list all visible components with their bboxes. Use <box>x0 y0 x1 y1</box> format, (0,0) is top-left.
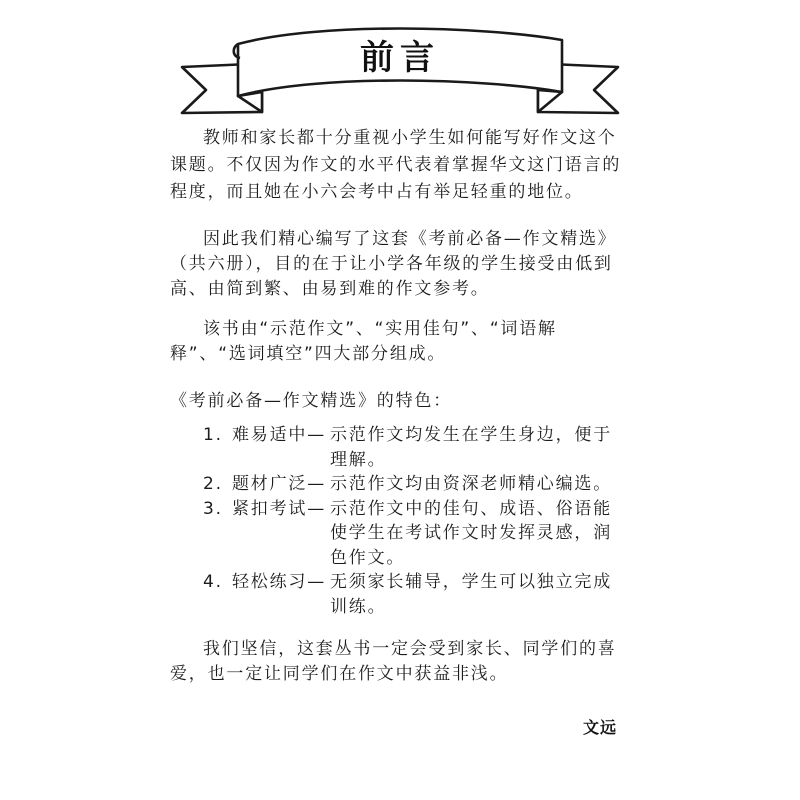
item-line: 示范作文中的佳句、成语、俗语能 <box>330 498 612 519</box>
paragraph-line: 该书由“示范作文”、“实用佳句”、“词语解 <box>203 319 557 339</box>
item-label: 轻松练习— <box>232 572 326 592</box>
paragraph-line: 课题。不仅因为作文的水平代表着掌握华文这门语言的 <box>170 155 622 175</box>
paragraph-purpose <box>170 227 625 302</box>
item-line: 色作文。 <box>330 547 406 568</box>
item-line: 使学生在考试作文时发挥灵感，润 <box>330 523 612 543</box>
features-heading-text: 《考前必备—作文精选》的特色： <box>170 391 452 411</box>
paragraph-line: 教师和家长都十分重视小学生如何能写好作文这个 <box>203 128 617 148</box>
list-item <box>170 497 625 571</box>
item-line: 训练。 <box>330 596 387 617</box>
paragraph-line: 释”、“选词填空”四大部分组成。 <box>170 344 447 364</box>
features-list <box>170 423 625 619</box>
list-item <box>170 570 625 619</box>
item-line: 理解。 <box>330 449 387 470</box>
paragraph-intro <box>170 125 625 206</box>
page-title: 前言 <box>360 38 440 78</box>
item-label: 题材广泛— <box>232 474 326 494</box>
paragraph-line: 爱，也一定让同学们在作文中获益非浅。 <box>170 664 509 684</box>
item-line: 示范作文均由资深老师精心编选。 <box>330 474 612 494</box>
paragraph-line: 程度，而且她在小六会考中占有举足轻重的地位。 <box>170 182 584 202</box>
list-item <box>170 472 625 497</box>
item-number: 3. <box>203 498 223 519</box>
item-line: 无须家长辅导，学生可以独立完成 <box>330 572 612 592</box>
item-label: 难易适中— <box>232 425 326 445</box>
paragraph-structure <box>170 317 625 367</box>
signature: 文远 <box>582 718 617 737</box>
item-line: 示范作文均发生在学生身边，便于 <box>330 425 612 445</box>
item-content <box>330 423 612 472</box>
paragraph-line: （共六册），目的在于让小学各年级的学生接受由低到 <box>170 254 613 274</box>
paragraph-line: 我们坚信，这套丛书一定会受到家长、同学们的喜 <box>203 639 617 659</box>
item-number: 2. <box>203 474 223 494</box>
paragraph-line: 因此我们精心编写了这套《考前必备—作文精选》 <box>203 229 617 249</box>
item-label: 紧扣考试— <box>232 498 326 519</box>
paragraph-closing <box>170 637 625 687</box>
item-content <box>330 472 612 497</box>
features-heading <box>170 389 625 414</box>
item-number: 1. <box>203 425 223 445</box>
item-content <box>330 497 612 571</box>
list-item <box>170 423 625 472</box>
paragraph-line: 高、由简到繁、由易到难的作文参考。 <box>170 279 490 299</box>
item-number: 4. <box>203 572 223 592</box>
item-content <box>330 570 612 619</box>
